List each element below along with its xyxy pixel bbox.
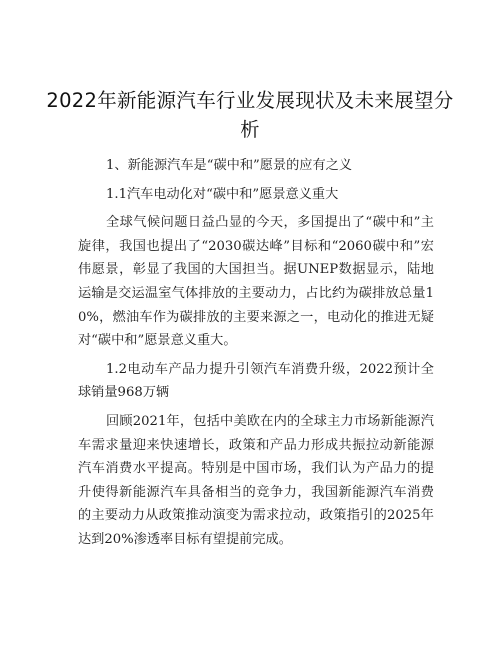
subsection-heading-1-2: 1.2电动车产品力提升引领汽车消费升级，2022预计全球销量968万辆 <box>78 361 434 401</box>
page-title: 2022年新能源汽车行业发展现状及未来展望分析 <box>46 89 454 141</box>
paragraph-2: 回顾2021年，包括中美欧在内的全球主力市场新能源汽车需求量迎来快速增长，政策和产品力形成共振拉动新能源汽车消费水平提高。特别是中国市场，我们认为产品力的提升使得新能源汽车具备相当的竞争力，我国新能源汽车消费的主要动力从政策推动演变为需求拉动，政策指引的2025年达到20%渗透率目标有望提前完成。 <box>78 413 434 547</box>
subsection-heading-1-1: 1.1汽车电动化对“碳中和”愿景意义重大 <box>106 186 339 202</box>
section-heading-1: 1、新能源汽车是“碳中和”愿景的应有之义 <box>106 158 353 173</box>
document-body <box>78 154 434 552</box>
paragraph-1: 全球气候问题日益凸显的今天，多国提出了“碳中和”主旋律，我国也提出了“2030碳达峰”目标和“2060碳中和”宏伟愿景，彰显了我国的大国担当。据UNEP数据显示，陆地运输是交运温室气体排放的主要动力，占比约为碳排放总量10%，燃油车作为碳排放的主要来源之一，电动化的推进无疑对“碳中和”愿景意义重大。 <box>78 215 434 349</box>
